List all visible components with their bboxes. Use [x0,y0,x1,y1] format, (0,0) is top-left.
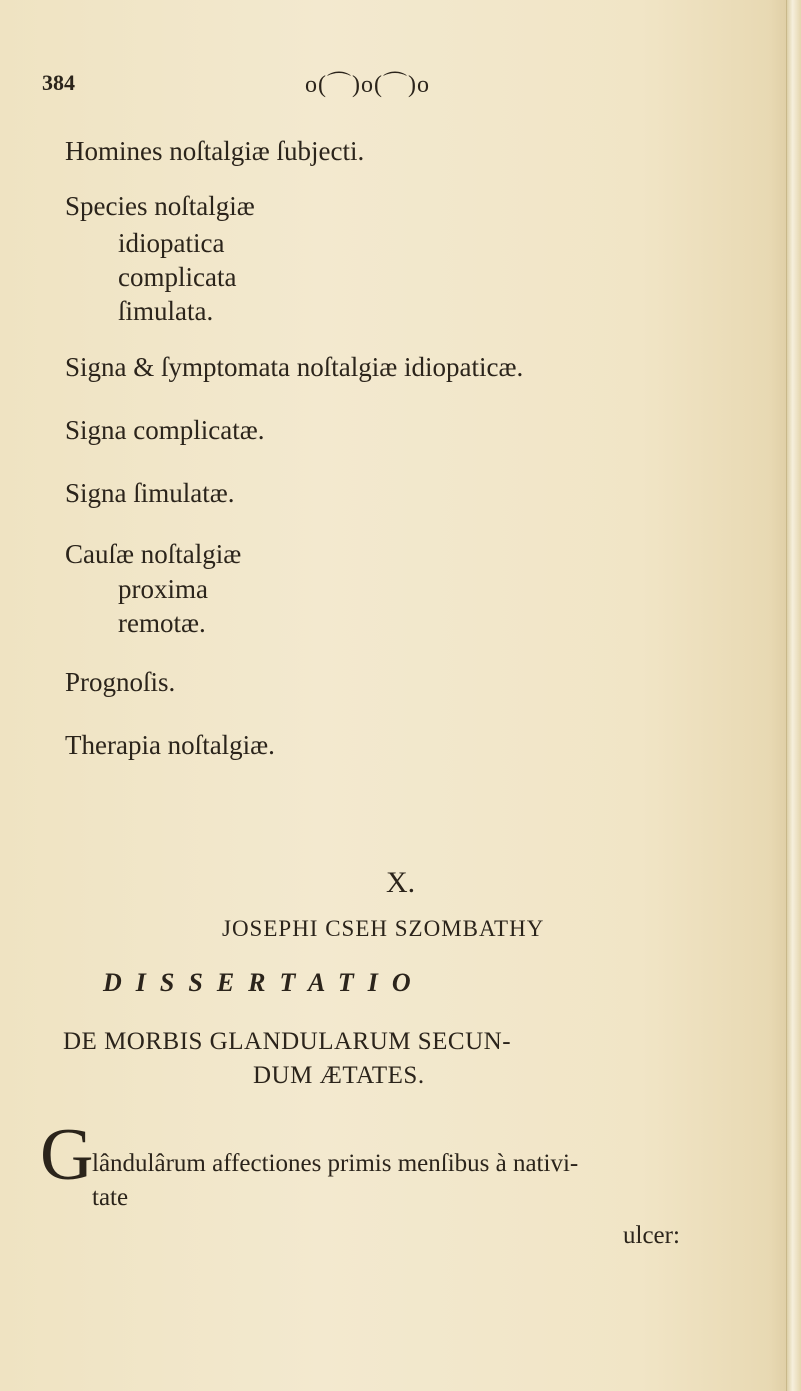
outline-line: ſimulata. [118,296,214,326]
header-ornament: o(⌒)o(⌒)o [305,72,430,98]
outline-line: Homines noſtalgiæ ſubjecti. [65,136,365,166]
page-number: 384 [42,70,75,95]
drop-cap: G [40,1114,94,1196]
section-subtitle: DE MORBIS GLANDULARUM SECUN- [63,1028,512,1055]
outline-line: proxima [118,574,208,604]
body-text-line: lândulârum affectiones primis menſibus à nativi- [92,1150,579,1177]
section-subtitle-continued: DUM ÆTATES. [253,1062,425,1089]
outline-line: remotæ. [118,608,206,638]
outline-line: idiopatica [118,228,225,258]
outline-line: Signa complicatæ. [65,415,265,445]
body-text-line: tate [92,1184,129,1211]
outline-line: Prognoſis. [65,667,176,697]
section-number: X. [386,866,416,899]
outline-line: Therapia noſtalgiæ. [65,730,275,760]
section-author: JOSEPHI CSEH SZOMBATHY [222,916,545,941]
outline-line: Signa & ſymptomata noſtalgiæ idiopaticæ. [65,352,524,382]
catchword: ulcer: [623,1222,680,1249]
outline-line: complicata [118,262,237,292]
section-title: DISSERTATIO [103,968,425,997]
outline-line: Cauſæ noſtalgiæ [65,539,242,569]
page-edge [786,0,801,1391]
outline-line: Signa ſimulatæ. [65,478,235,508]
outline-line: Species noſtalgiæ [65,191,255,221]
